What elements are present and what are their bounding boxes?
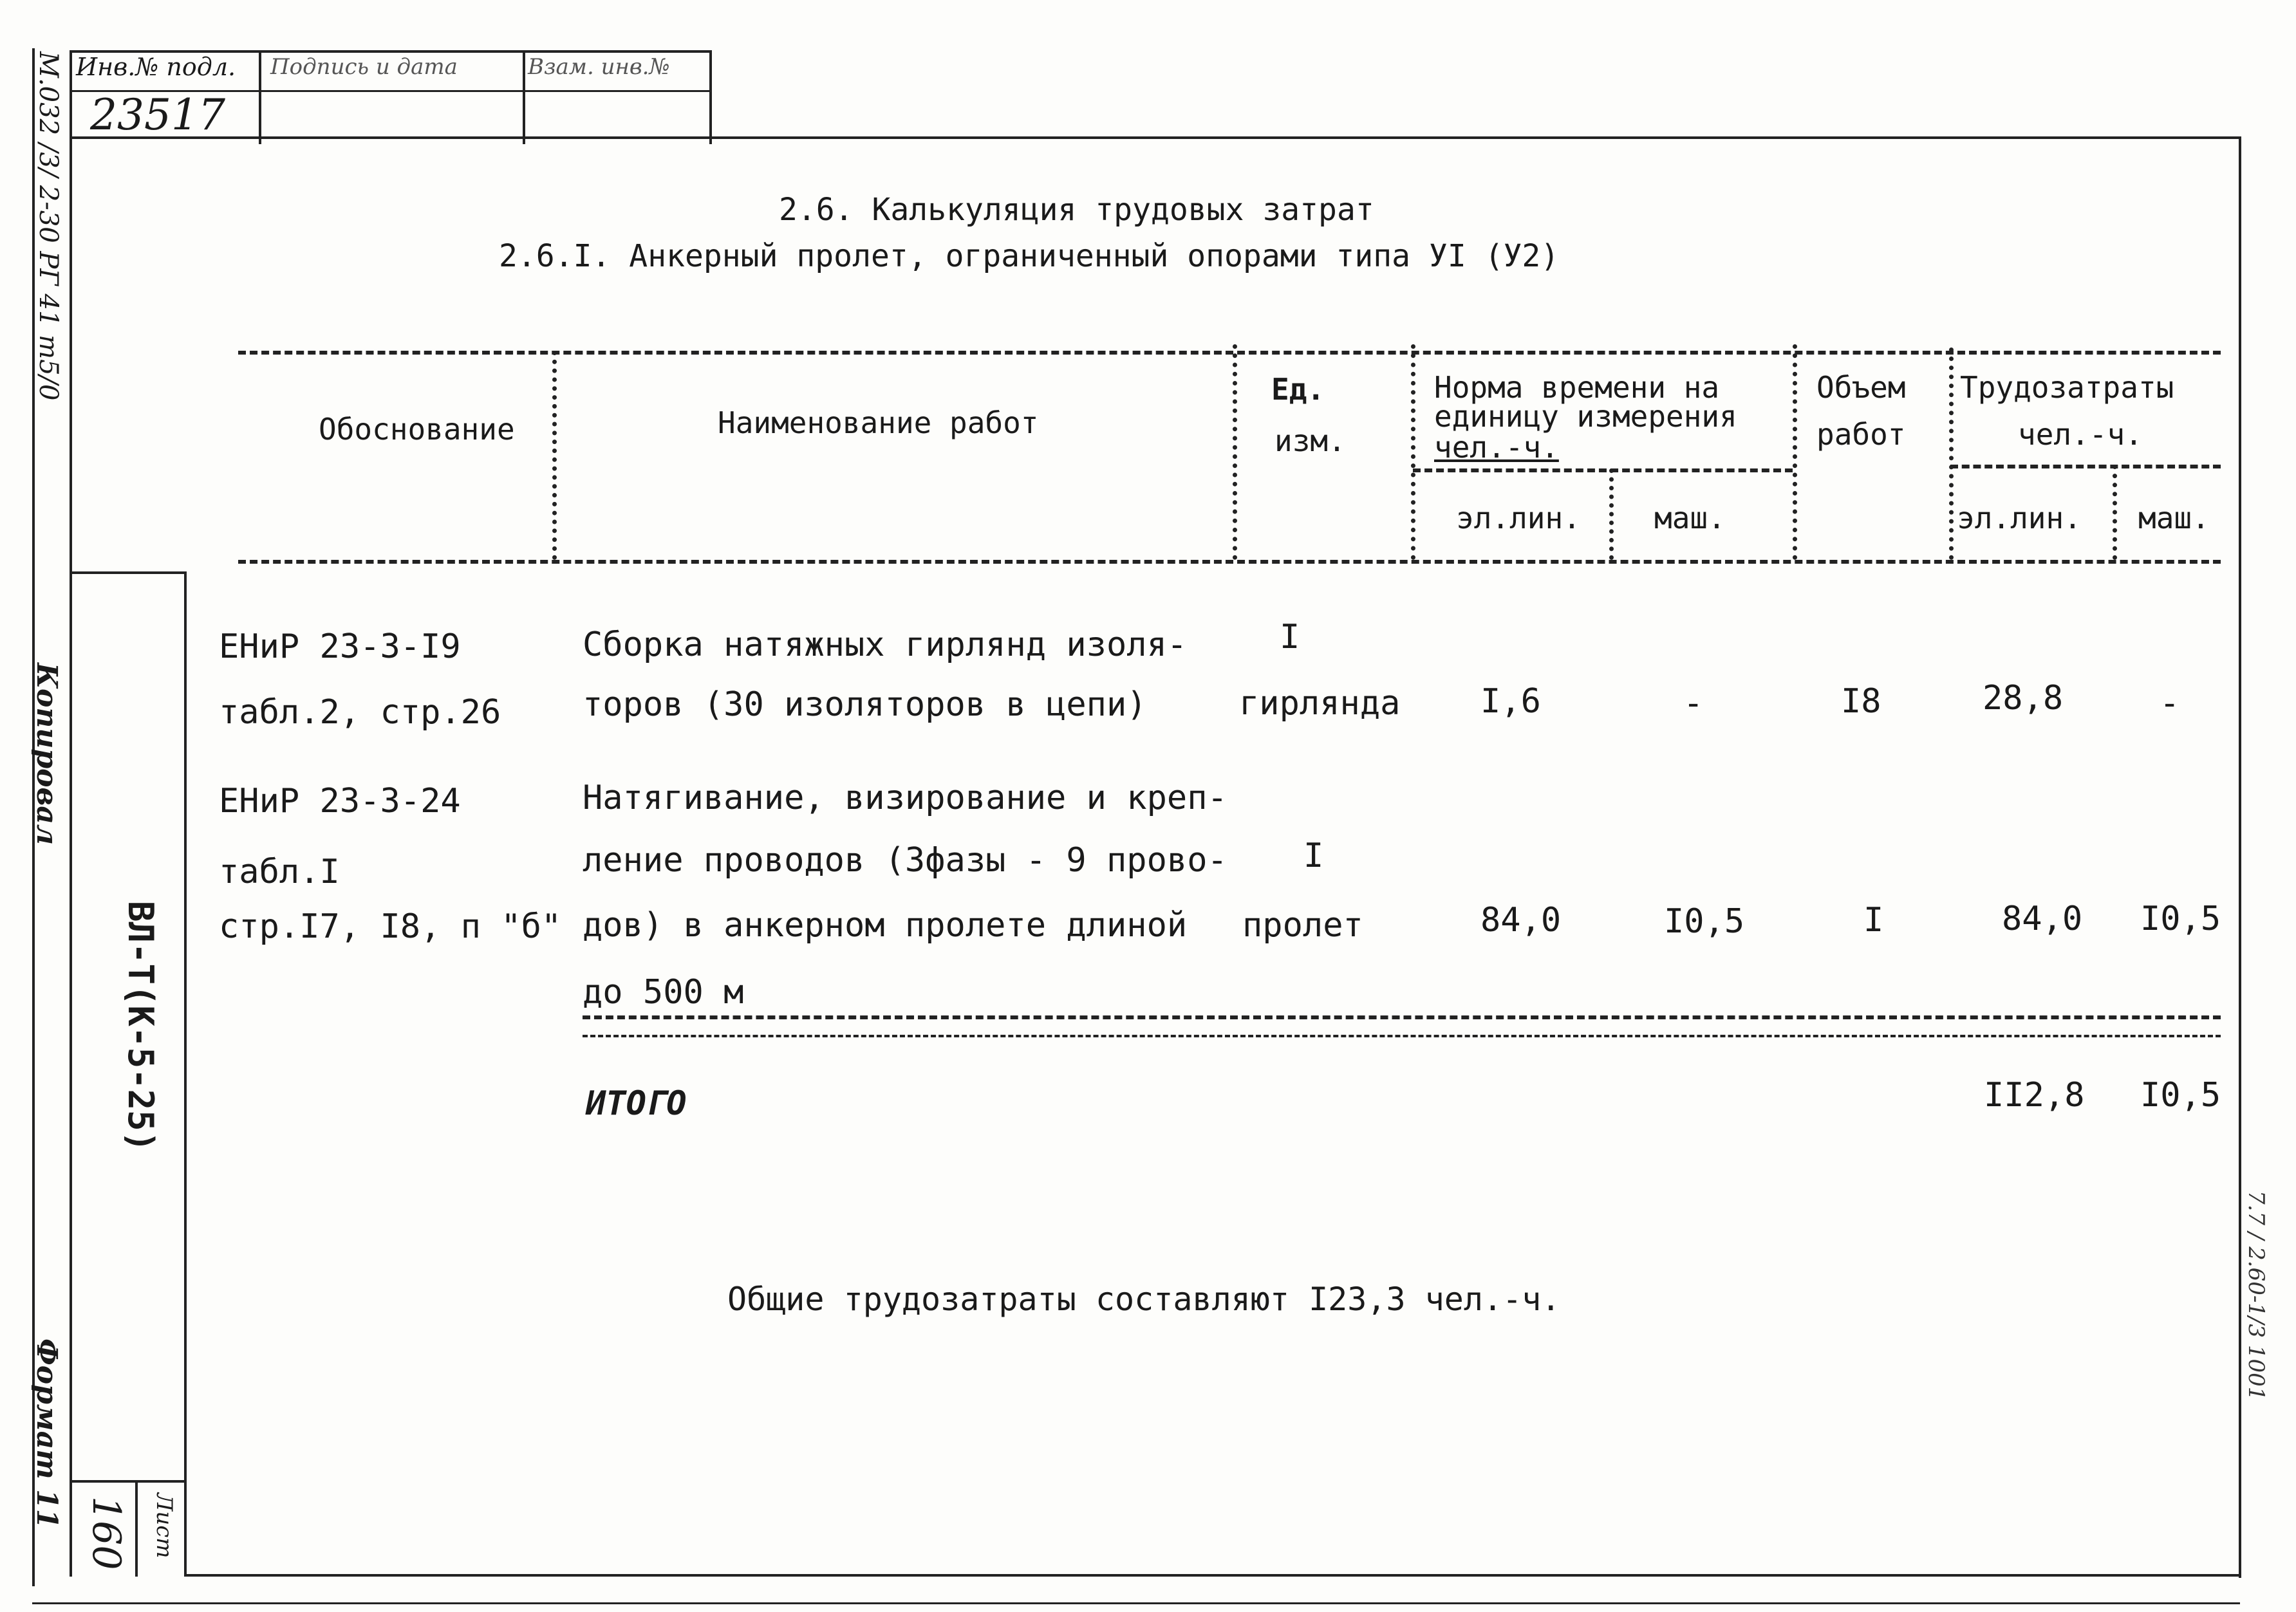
table-body-bottom [583, 1015, 2221, 1019]
page-subtitle: 2.6.I. Анкерный пролет, ограниченный опорами типа УI (У2) [499, 238, 1560, 274]
total-labor-mash: I0,5 [2140, 1076, 2221, 1115]
table-body-bottom-2 [583, 1035, 2221, 1037]
row2-name-2: ление проводов (3фазы - 9 прово- [583, 841, 1227, 880]
col-sep-2 [1233, 344, 1237, 560]
frame-right [2239, 136, 2241, 1578]
total-label: ИТОГО [586, 1084, 687, 1123]
row2-norm-el: 84,0 [1480, 901, 1562, 940]
frame-left-inner [70, 138, 72, 1577]
row1-basis-1: ЕНиР 23-3-I9 [219, 627, 461, 666]
row2-name-4: до 500 м [583, 973, 744, 1012]
row1-labor-el: 28,8 [1983, 679, 2064, 718]
header-norm-mash: маш. [1654, 501, 1726, 535]
right-margin-code: 7.7 / 2.60-1/3 1001 [2243, 1190, 2269, 1401]
left-top-code: М.032 /3/ 2-30 РГ 41 т5/0 [33, 51, 63, 401]
table-top-border [238, 351, 2221, 355]
stamp-inv-number: 23517 [90, 90, 225, 140]
header-norm-el: эл.лин. [1456, 501, 1581, 535]
col-sep-4 [1793, 344, 1797, 560]
frame-bottom-outer [32, 1602, 2240, 1604]
header-basis: Обоснование [319, 412, 515, 447]
row2-norm-mash: I0,5 [1664, 902, 1745, 941]
left-copied: Копировал [30, 663, 63, 846]
row1-volume: I8 [1841, 682, 1881, 721]
col-sep-5 [1949, 347, 1954, 560]
header-labor-1: Трудозатраты [1960, 370, 2174, 405]
side-block-top [70, 571, 185, 574]
row1-norm-el: I,6 [1480, 682, 1541, 721]
doc-code: ВЛ-Т(К-5-25) [120, 901, 161, 1153]
header-labor-mash: маш. [2138, 501, 2210, 535]
row2-labor-mash: I0,5 [2140, 900, 2221, 938]
frame-bottom [187, 1574, 2240, 1577]
norm-subheader-line [1413, 468, 1793, 472]
row2-unit-1: I [1303, 837, 1324, 875]
row1-unit-2: гирлянда [1239, 684, 1401, 723]
side-block-sheet-split [135, 1480, 138, 1577]
row2-basis-1: ЕНиР 23-3-24 [219, 782, 461, 820]
header-norm-2: единицу измерения [1434, 399, 1737, 434]
row1-labor-mash: - [2160, 684, 2180, 723]
header-work-name: Наименование работ [718, 405, 1039, 440]
row2-name-3: дов) в анкерном пролете длиной [583, 906, 1188, 945]
row2-unit-2: пролет [1242, 906, 1363, 945]
stamp-label-sign: Подпись и дата [270, 54, 458, 80]
header-norm-1: Норма времени на [1434, 370, 1720, 405]
table-header-bottom [238, 560, 2221, 564]
col-sep-1 [552, 351, 557, 560]
summary-text: Общие трудозатраты составляют I23,3 чел.-ч. [727, 1281, 1561, 1318]
total-labor-el: II2,8 [1984, 1076, 2085, 1115]
header-norm-3: чел.-ч. [1434, 430, 1559, 465]
row2-basis-3: стр.I7, I8, п "б" [219, 907, 562, 946]
row1-norm-mash: - [1683, 684, 1704, 723]
stamp-label-replace: Взам. инв.№ [528, 54, 670, 80]
row1-name-1: Сборка натяжных гирлянд изоля- [583, 625, 1188, 664]
col-sep-3 [1411, 344, 1415, 560]
row1-basis-2: табл.2, стр.26 [219, 693, 501, 732]
col-sep-labor-sub [2113, 465, 2117, 560]
row2-name-1: Натягивание, визирование и креп- [583, 779, 1227, 817]
header-unit-1: Ед. [1271, 372, 1325, 407]
header-unit-2: изм. [1274, 423, 1346, 458]
sheet-number: 160 [84, 1496, 129, 1570]
page-title: 2.6. Калькуляция трудовых затрат [779, 192, 1374, 228]
labor-subheader-line [1950, 465, 2221, 468]
header-labor-2: чел.-ч. [2018, 417, 2143, 452]
header-volume-2: работ [1816, 417, 1906, 452]
row2-labor-el: 84,0 [2002, 900, 2083, 938]
left-format: Формат 11 [30, 1339, 63, 1529]
side-block-right [184, 571, 187, 1577]
col-sep-norm-sub [1609, 468, 1614, 560]
side-block-sheet-top [70, 1480, 185, 1483]
row2-basis-2: табл.I [219, 853, 340, 891]
stamp-label-inv: Инв.№ подл. [76, 53, 236, 81]
header-volume-1: Объем [1816, 370, 1906, 405]
header-labor-el: эл.лин. [1957, 501, 2082, 535]
sheet-label: Лист [151, 1493, 177, 1559]
row1-name-2: торов (30 изоляторов в цепи) [583, 685, 1147, 724]
row1-unit-1: I [1280, 618, 1300, 656]
row2-volume: I [1863, 901, 1884, 940]
